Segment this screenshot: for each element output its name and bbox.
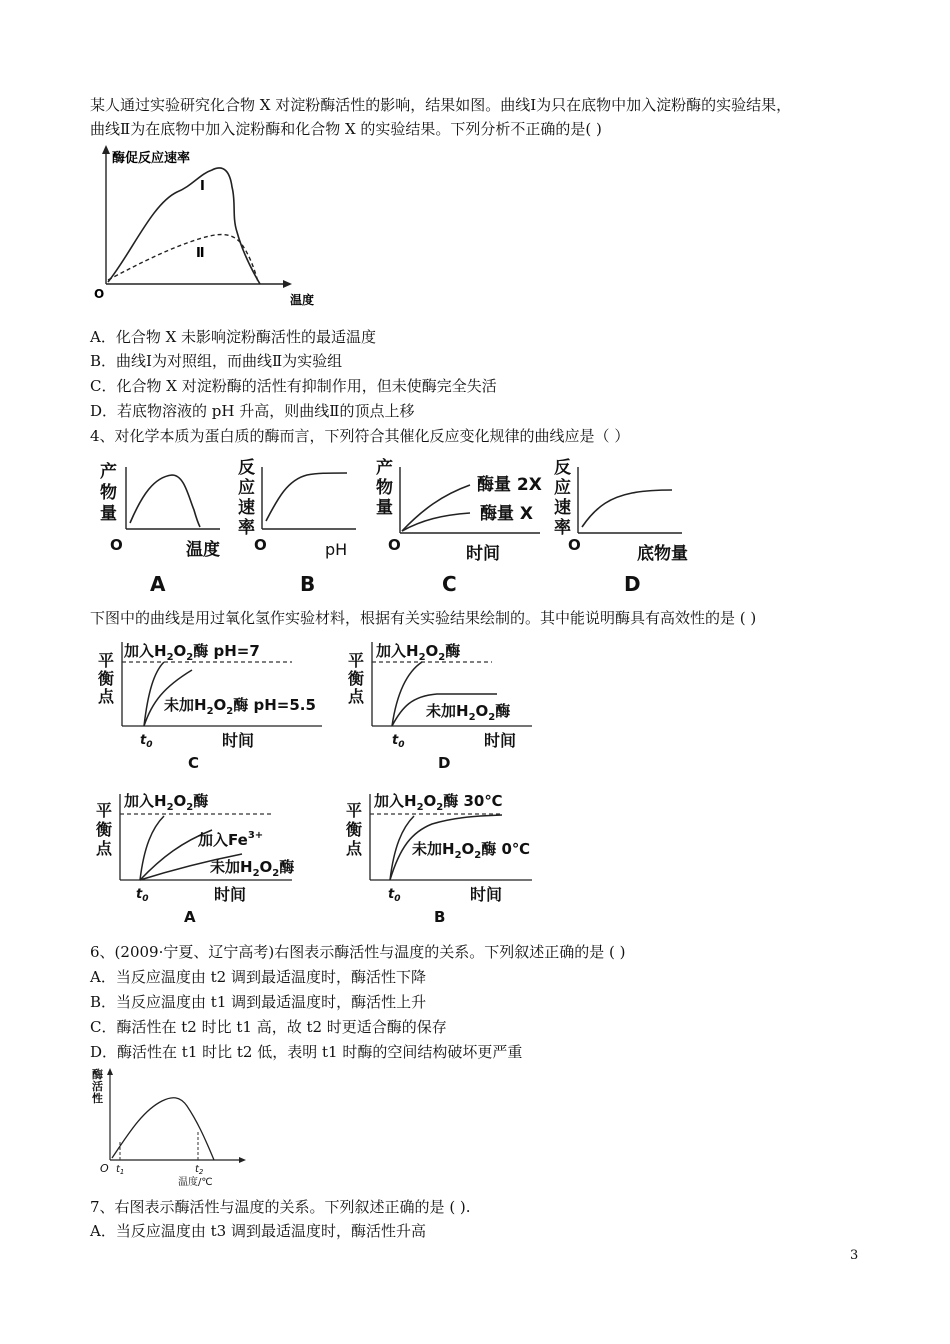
q5-graph-a	[96, 792, 294, 926]
q6-figure	[92, 1066, 252, 1191]
svg-text:产: 产	[376, 458, 393, 478]
q5-figure	[92, 632, 592, 932]
svg-text:未加H2O2酶: 未加$H_2O_2$酶	[426, 702, 511, 723]
svg-text:加入Fe3+: 加入$Fe^{3+}$	[198, 830, 264, 849]
svg-text:t0: $t_0$	[388, 887, 401, 904]
svg-text:点: 点	[346, 839, 363, 858]
q7-option-a: A．当反应温度由 t3 调到最适温度时，酶活性升高	[90, 1222, 426, 1240]
q3-stem-line2: 曲线Ⅱ为在底物中加入淀粉酶和化合物 X 的实验结果。下列分析不正确的是( )	[90, 120, 602, 138]
q3-x-label: 温度	[290, 293, 315, 307]
svg-text:t0: $t_0$	[140, 733, 153, 750]
svg-text:物: 物	[100, 483, 117, 503]
svg-text:酶量 2X: 酶量 2X	[477, 475, 542, 495]
q7-stem: 7、右图表示酶活性与温度的关系。下列叙述正确的是 ( ).	[90, 1198, 471, 1216]
q3-option-b: B．曲线Ⅰ为对照组，而曲线Ⅱ为实验组	[90, 352, 343, 370]
svg-text:平: 平	[98, 651, 115, 670]
svg-text:时间: 时间	[214, 885, 247, 904]
svg-text:衡: 衡	[348, 669, 365, 688]
svg-text:点: 点	[96, 839, 113, 858]
svg-text:pH: pH	[325, 540, 348, 559]
svg-text:性: 性	[92, 1092, 103, 1105]
svg-text:温度/℃: 温度/℃	[178, 1177, 213, 1188]
svg-text:t2: $t_2$	[195, 1164, 204, 1176]
q5-label-c: C	[188, 754, 200, 772]
svg-text:平: 平	[346, 801, 363, 820]
q3-option-d: D．若底物溶液的 pH 升高，则曲线Ⅱ的顶点上移	[90, 402, 415, 420]
q4-label-a: A	[150, 572, 166, 596]
q5-graph-b	[346, 792, 532, 926]
q4-stem: 4、对化学本质为蛋白质的酶而言，下列符合其催化反应变化规律的曲线应是（ ）	[90, 427, 630, 445]
svg-text:速: 速	[554, 498, 571, 518]
svg-text:时间: 时间	[484, 731, 517, 750]
svg-text:活: 活	[92, 1080, 103, 1093]
svg-text:未加H2O2酶 pH=5.5: 未加$H_2O_2$酶 pH=5.5	[164, 696, 316, 717]
q6-option-a: A．当反应温度由 t2 调到最适温度时，酶活性下降	[90, 968, 426, 986]
svg-text:反: 反	[238, 458, 255, 478]
q3-figure	[92, 142, 342, 312]
svg-text:t1: $t_1$	[116, 1164, 125, 1176]
q4-label-b: B	[300, 572, 316, 596]
svg-text:速: 速	[238, 498, 255, 518]
svg-text:点: 点	[98, 687, 115, 706]
q5-stem: 下图中的曲线是用过氧化氢作实验材料，根据有关实验结果绘制的。其中能说明酶具有高效性的是 ( )	[90, 609, 757, 627]
svg-text:时间: 时间	[470, 885, 503, 904]
svg-text:未加H2O2酶 0℃: 未加$H_2O_2$酶 0℃	[412, 840, 531, 861]
svg-text:加入H2O2酶: 加入$H_2O_2$酶	[124, 792, 209, 813]
svg-text:O: O	[100, 1162, 109, 1175]
q5-label-d: D	[438, 754, 451, 772]
svg-text:O: O	[110, 536, 123, 554]
svg-text:t0: $t_0$	[136, 887, 149, 904]
svg-text:t0: $t_0$	[392, 733, 405, 750]
svg-text:平: 平	[96, 801, 113, 820]
q3-stem-line1: 某人通过实验研究化合物 X 对淀粉酶活性的影响，结果如图。曲线Ⅰ为只在底物中加入淀粉酶的实验结果，	[90, 96, 792, 114]
q4-graph-d	[554, 458, 688, 596]
svg-text:量: 量	[100, 504, 117, 524]
svg-text:率: 率	[238, 518, 255, 538]
q5-label-a: A	[184, 908, 196, 926]
svg-text:酶: 酶	[92, 1068, 103, 1081]
q6-option-b: B．当反应温度由 t1 调到最适温度时，酶活性上升	[90, 993, 427, 1011]
q4-label-c: C	[442, 572, 457, 596]
svg-text:加入H2O2酶 30℃: 加入$H_2O_2$酶 30℃	[374, 792, 503, 813]
q3-curve1-label: Ⅰ	[200, 179, 205, 194]
svg-text:O: O	[568, 536, 581, 554]
q3-curve2-label: Ⅱ	[196, 246, 205, 261]
svg-text:平: 平	[348, 651, 365, 670]
q4-graph-c	[376, 457, 542, 596]
q3-option-c: C．化合物 X 对淀粉酶的活性有抑制作用，但未使酶完全失活	[90, 377, 497, 395]
q5-graph-d	[348, 642, 532, 772]
q4-label-d: D	[624, 572, 641, 596]
svg-text:衡: 衡	[98, 669, 115, 688]
svg-text:量: 量	[376, 498, 393, 518]
q6-stem: 6、(2009·宁夏、辽宁高考)右图表示酶活性与温度的关系。下列叙述正确的是 ( )	[90, 943, 626, 961]
svg-text:时间: 时间	[466, 544, 500, 564]
q6-option-d: D．酶活性在 t1 时比 t2 低，表明 t1 时酶的空间结构破坏更严重	[90, 1043, 523, 1061]
page-number: 3	[850, 1248, 859, 1263]
q4-graph-b	[238, 458, 356, 596]
svg-text:衡: 衡	[346, 820, 363, 839]
q3-y-label: 酶促反应速率	[112, 151, 191, 166]
svg-text:率: 率	[554, 518, 571, 538]
svg-text:O: O	[254, 536, 267, 554]
svg-text:应: 应	[238, 478, 255, 498]
q5-label-b: B	[434, 908, 446, 926]
svg-text:温度: 温度	[186, 540, 220, 560]
q5-graph-c	[98, 642, 322, 772]
svg-text:酶量 X: 酶量 X	[480, 504, 534, 524]
svg-text:O: O	[388, 536, 401, 554]
svg-text:未加H2O2酶: 未加$H_2O_2$酶	[210, 858, 295, 879]
svg-text:反: 反	[554, 458, 571, 478]
svg-text:点: 点	[348, 687, 365, 706]
q6-option-c: C．酶活性在 t2 时比 t1 高，故 t2 时更适合酶的保存	[90, 1018, 447, 1036]
svg-text:衡: 衡	[96, 820, 113, 839]
q3-origin: O	[94, 287, 105, 301]
svg-text:时间: 时间	[222, 731, 255, 750]
svg-text:产: 产	[100, 462, 117, 482]
svg-text:加入H2O2酶: 加入$H_2O_2$酶	[376, 642, 461, 663]
svg-text:底物量: 底物量	[637, 544, 688, 564]
q3-option-a: A．化合物 X 未影响淀粉酶活性的最适温度	[90, 328, 377, 346]
q4-graph-a	[100, 461, 220, 596]
q4-figure	[92, 455, 712, 600]
svg-text:加入H2O2酶 pH=7: 加入$H_2O_2$酶 pH=7	[124, 642, 260, 663]
svg-text:物: 物	[376, 478, 393, 498]
svg-text:应: 应	[554, 478, 571, 498]
